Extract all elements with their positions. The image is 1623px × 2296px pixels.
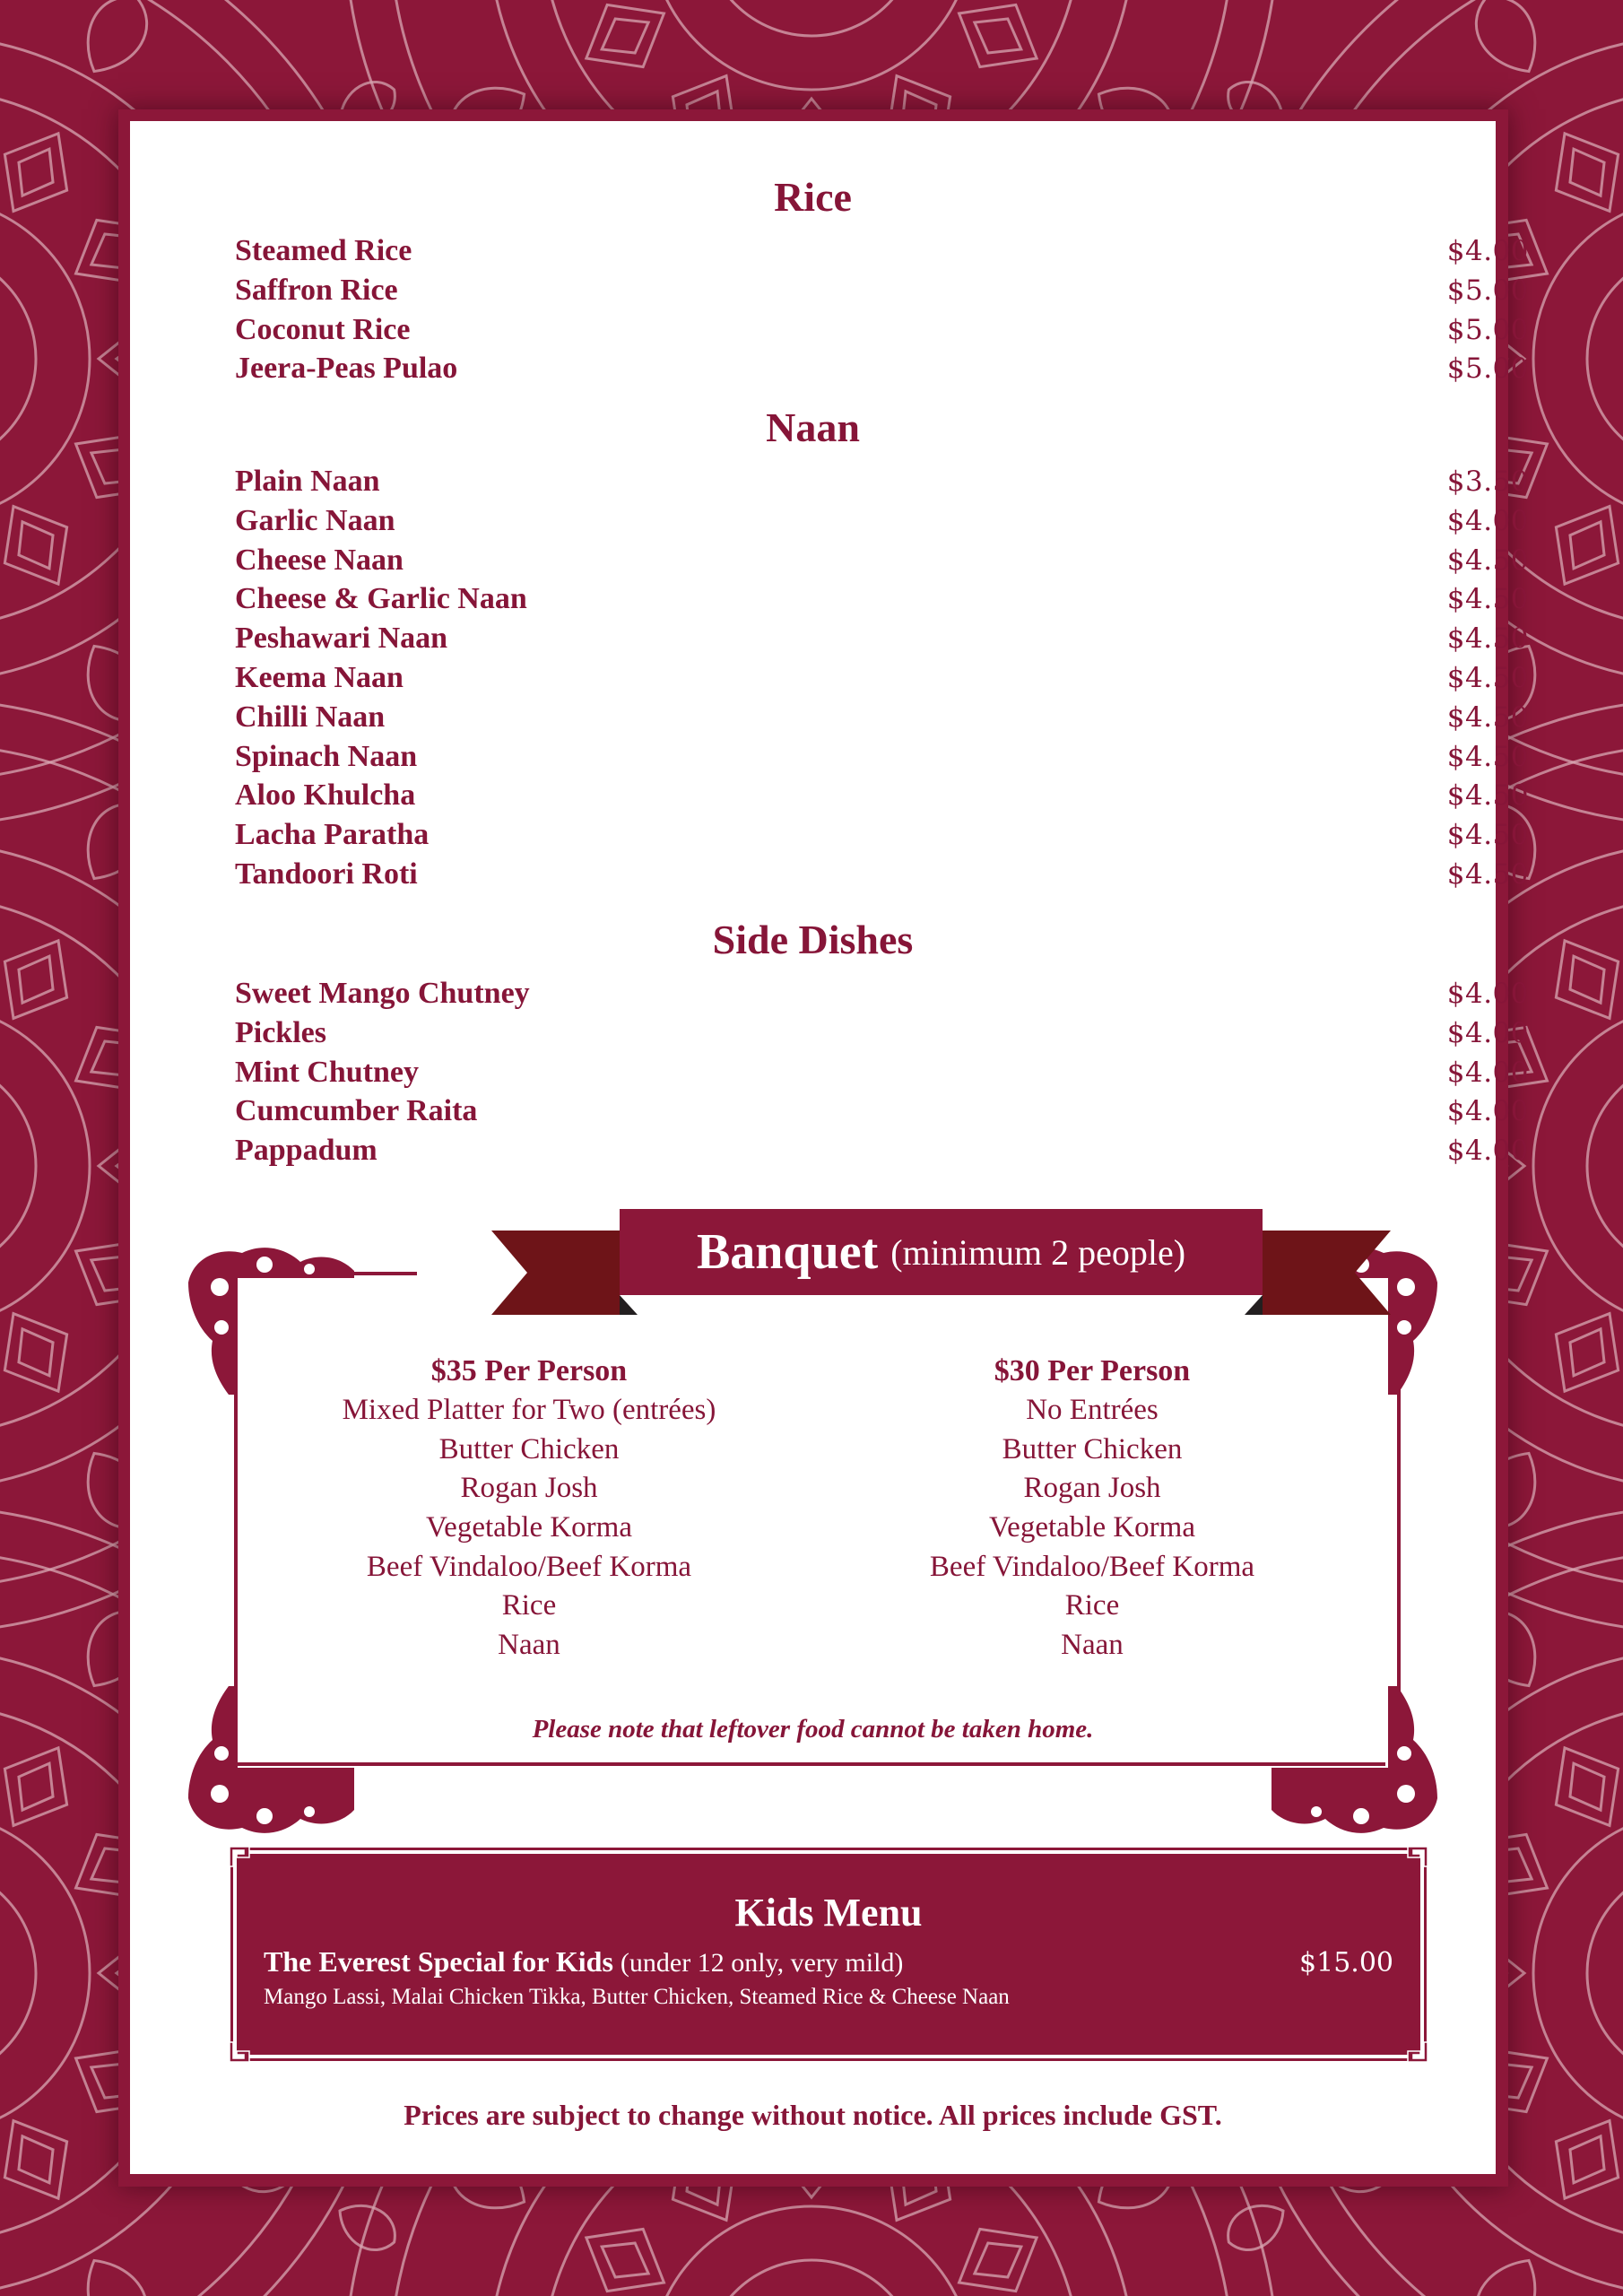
item-price: $4.00 — [1446, 1056, 1529, 1089]
section-title-rice: Rice — [774, 174, 852, 220]
banquet-item: Naan — [498, 1629, 560, 1662]
item-name: Lacha Paratha — [235, 818, 430, 852]
item-name: Pickles — [235, 1015, 326, 1049]
banquet-item: Butter Chicken — [1002, 1432, 1183, 1465]
item-name: Keema Naan — [235, 660, 404, 694]
banquet-ribbon-banner — [491, 1209, 1391, 1326]
item-name: Spinach Naan — [235, 739, 418, 773]
item-name: Jeera-Peas Pulao — [235, 352, 458, 386]
banquet-item: Beef Vindaloo/Beef Korma — [366, 1550, 692, 1583]
item-name: Cumcumber Raita — [235, 1094, 478, 1128]
item-name: Cheese Naan — [235, 543, 404, 577]
item-name: Chilli Naan — [235, 700, 386, 734]
price-disclaimer: Prices are subject to change without notice. All prices include GST. — [404, 2099, 1222, 2131]
kids-item-name: The Everest Special for Kids — [264, 1945, 613, 1978]
banquet-price: $30 Per Person — [994, 1354, 1191, 1387]
item-name: Tandoori Roti — [235, 857, 418, 891]
kids-item-label — [264, 1945, 903, 1979]
banquet-item: Naan — [1061, 1629, 1124, 1662]
item-price: $5.00 — [1446, 274, 1529, 307]
item-price: $4.50 — [1446, 819, 1529, 852]
item-price: $4.00 — [1446, 1135, 1529, 1168]
item-name: Garlic Naan — [235, 503, 395, 537]
item-price: $4.00 — [1446, 504, 1529, 537]
banquet-item: Rogan Josh — [460, 1472, 598, 1505]
item-price: $4.50 — [1446, 544, 1529, 577]
banquet-option-35 — [260, 1352, 798, 1665]
kids-menu-box — [233, 1850, 1424, 2058]
item-price: $4.50 — [1446, 857, 1529, 891]
banquet-item: Rice — [501, 1589, 557, 1622]
banquet-item: Butter Chicken — [438, 1432, 620, 1465]
greek-key-corner-icon — [228, 2040, 251, 2064]
item-price: $4.50 — [1446, 583, 1529, 616]
greek-key-corner-icon — [1406, 2040, 1429, 2064]
menu-page — [130, 121, 1529, 2174]
greek-key-corner-icon — [228, 1845, 251, 1868]
item-name: Aloo Khulcha — [235, 778, 416, 813]
item-price: $4.50 — [1446, 661, 1529, 694]
banquet-title: Banquet — [696, 1224, 879, 1280]
item-price: $4.00 — [1446, 1016, 1529, 1049]
item-name: Saffron Rice — [235, 273, 398, 307]
kids-item-description: Mango Lassi, Malai Chicken Tikka, Butter Chicken, Steamed Rice & Cheese Naan — [264, 1985, 1010, 2009]
item-name: Coconut Rice — [235, 312, 411, 346]
banquet-price: $35 Per Person — [430, 1354, 628, 1387]
banquet-item: Vegetable Korma — [426, 1511, 632, 1544]
section-title-naan: Naan — [766, 404, 860, 450]
item-price: $4.00 — [1446, 978, 1529, 1010]
banquet-item: Rice — [1064, 1589, 1120, 1622]
item-name: Mint Chutney — [235, 1055, 419, 1089]
item-price: $3.50 — [1446, 465, 1529, 498]
banquet-item: Vegetable Korma — [989, 1511, 1195, 1544]
item-name: Sweet Mango Chutney — [235, 977, 530, 1010]
banquet-subtitle: (minimum 2 people) — [890, 1231, 1186, 1273]
banquet-item: Rogan Josh — [1023, 1472, 1161, 1505]
item-price: $4.50 — [1446, 779, 1529, 813]
item-price: $4.50 — [1446, 740, 1529, 773]
item-name: Steamed Rice — [235, 234, 412, 267]
kids-menu-title: Kids Menu — [734, 1891, 923, 1935]
kids-item-qualifier: (under 12 only, very mild) — [620, 1948, 904, 1978]
item-name: Pappadum — [235, 1134, 378, 1168]
banquet-option-30 — [823, 1352, 1361, 1665]
banquet-item: Beef Vindaloo/Beef Korma — [929, 1550, 1255, 1583]
section-title-side-dishes: Side Dishes — [712, 917, 914, 962]
banquet-item: No Entrées — [1026, 1394, 1159, 1426]
item-price: $4.50 — [1446, 700, 1529, 734]
item-price: $4.50 — [1446, 622, 1529, 656]
banquet-item: Mixed Platter for Two (entrées) — [342, 1394, 716, 1426]
item-name: Plain Naan — [235, 465, 380, 498]
greek-key-corner-icon — [1406, 1845, 1429, 1868]
kids-item-price: $15.00 — [1299, 1947, 1393, 1979]
item-price: $4.00 — [1446, 235, 1529, 267]
item-price: $5.00 — [1446, 313, 1529, 346]
banquet-leftover-note: Please note that leftover food cannot be taken home. — [532, 1715, 1094, 1744]
item-price: $5.00 — [1446, 352, 1529, 386]
kids-menu-item — [264, 1945, 1393, 1979]
banquet-heading — [620, 1209, 1263, 1295]
item-name: Cheese & Garlic Naan — [235, 582, 527, 616]
item-price: $4.00 — [1446, 1095, 1529, 1128]
item-name: Peshawari Naan — [235, 622, 448, 656]
